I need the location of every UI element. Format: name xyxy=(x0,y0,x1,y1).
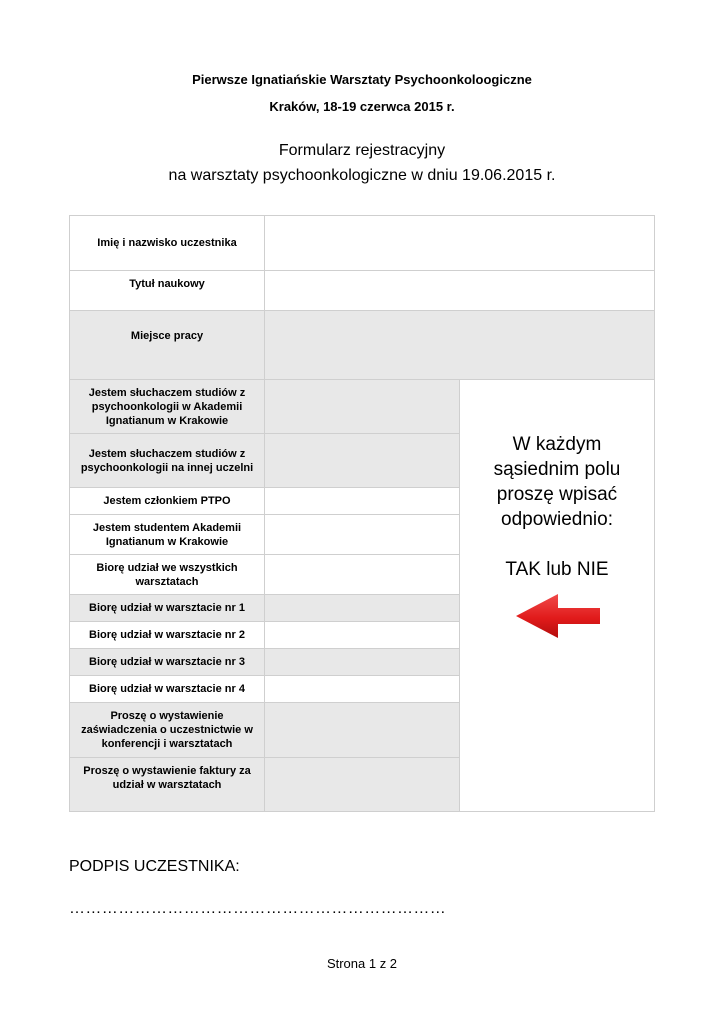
instruction-panel xyxy=(459,379,655,812)
question-label-1 xyxy=(69,379,265,434)
question-answer-8[interactable] xyxy=(264,648,460,676)
question-label-6 xyxy=(69,594,265,622)
question-label-2-text: Jestem słuchaczem studiów z psychoonkologii na innej uczelni xyxy=(80,447,254,474)
registration-form xyxy=(69,215,655,812)
question-answer-7[interactable] xyxy=(264,621,460,649)
field-label-workplace xyxy=(69,310,265,380)
left-arrow-icon xyxy=(516,594,600,645)
question-label-1-text: Jestem słuchaczem studiów z psychoonkologii w Akademii Ignatianum w Krakowie xyxy=(88,386,246,427)
form-title: Formularz rejestracyjny xyxy=(278,142,446,159)
question-label-8-text: Biorę udział w warsztacie nr 3 xyxy=(89,656,245,668)
field-label-name xyxy=(69,215,265,271)
page-number: Strona 1 z 2 xyxy=(326,956,398,971)
question-answer-1[interactable] xyxy=(264,379,460,434)
question-label-8 xyxy=(69,648,265,676)
field-input-workplace[interactable] xyxy=(264,310,655,380)
question-answer-10[interactable] xyxy=(264,702,460,758)
question-label-11-text: Proszę o wystawienie faktury za udział w warsztatach xyxy=(83,765,251,791)
question-label-10-text: Proszę o wystawienie zaświadczenia o uczestnictwie w konferencji i warsztatach xyxy=(81,710,253,750)
question-answer-2[interactable] xyxy=(264,433,460,488)
instruction-answer: TAK lub NIE xyxy=(505,559,609,580)
event-place-date: Kraków, 18-19 czerwca 2015 r. xyxy=(269,99,455,114)
field-label-title-text: Tytuł naukowy xyxy=(129,278,205,290)
question-answer-5[interactable] xyxy=(264,554,460,595)
field-label-workplace-text: Miejsce pracy xyxy=(130,330,204,342)
instruction-text xyxy=(460,432,654,582)
question-label-11 xyxy=(69,757,265,812)
event-title: Pierwsze Ignatiańskie Warsztaty Psychoonkoloogiczne xyxy=(192,72,532,87)
form-subtitle: na warsztaty psychoonkologiczne w dniu 19.06.2015 r. xyxy=(168,167,556,184)
question-label-6-text: Biorę udział w warsztacie nr 1 xyxy=(89,602,245,614)
question-label-9-text: Biorę udział w warsztacie nr 4 xyxy=(89,683,245,695)
question-label-9 xyxy=(69,675,265,703)
question-answer-9[interactable] xyxy=(264,675,460,703)
question-label-7-text: Biorę udział w warsztacie nr 2 xyxy=(89,629,245,641)
question-label-5 xyxy=(69,554,265,595)
question-label-3 xyxy=(69,487,265,515)
question-label-5-text: Biorę udział we wszystkich warsztatach xyxy=(96,561,238,588)
question-answer-4[interactable] xyxy=(264,514,460,555)
question-label-4-text: Jestem studentem Akademii Ignatianum w Krakowie xyxy=(92,521,242,548)
question-label-2 xyxy=(69,433,265,488)
question-answer-11[interactable] xyxy=(264,757,460,812)
instruction-text-content: W każdym sąsiednim polu proszę wpisać odpowiednio: xyxy=(493,434,621,530)
signature-line[interactable]: …………………………………………………………… xyxy=(69,900,447,917)
field-input-name[interactable] xyxy=(264,215,655,271)
question-label-4 xyxy=(69,514,265,555)
question-label-10 xyxy=(69,702,265,758)
field-label-title xyxy=(69,270,265,311)
question-label-3-text: Jestem członkiem PTPO xyxy=(103,495,231,507)
question-answer-3[interactable] xyxy=(264,487,460,515)
signature-label: PODPIS UCZESTNIKA: xyxy=(69,858,240,875)
field-input-title[interactable] xyxy=(264,270,655,311)
field-label-name-text: Imię i nazwisko uczestnika xyxy=(97,237,237,249)
question-label-7 xyxy=(69,621,265,649)
question-answer-6[interactable] xyxy=(264,594,460,622)
